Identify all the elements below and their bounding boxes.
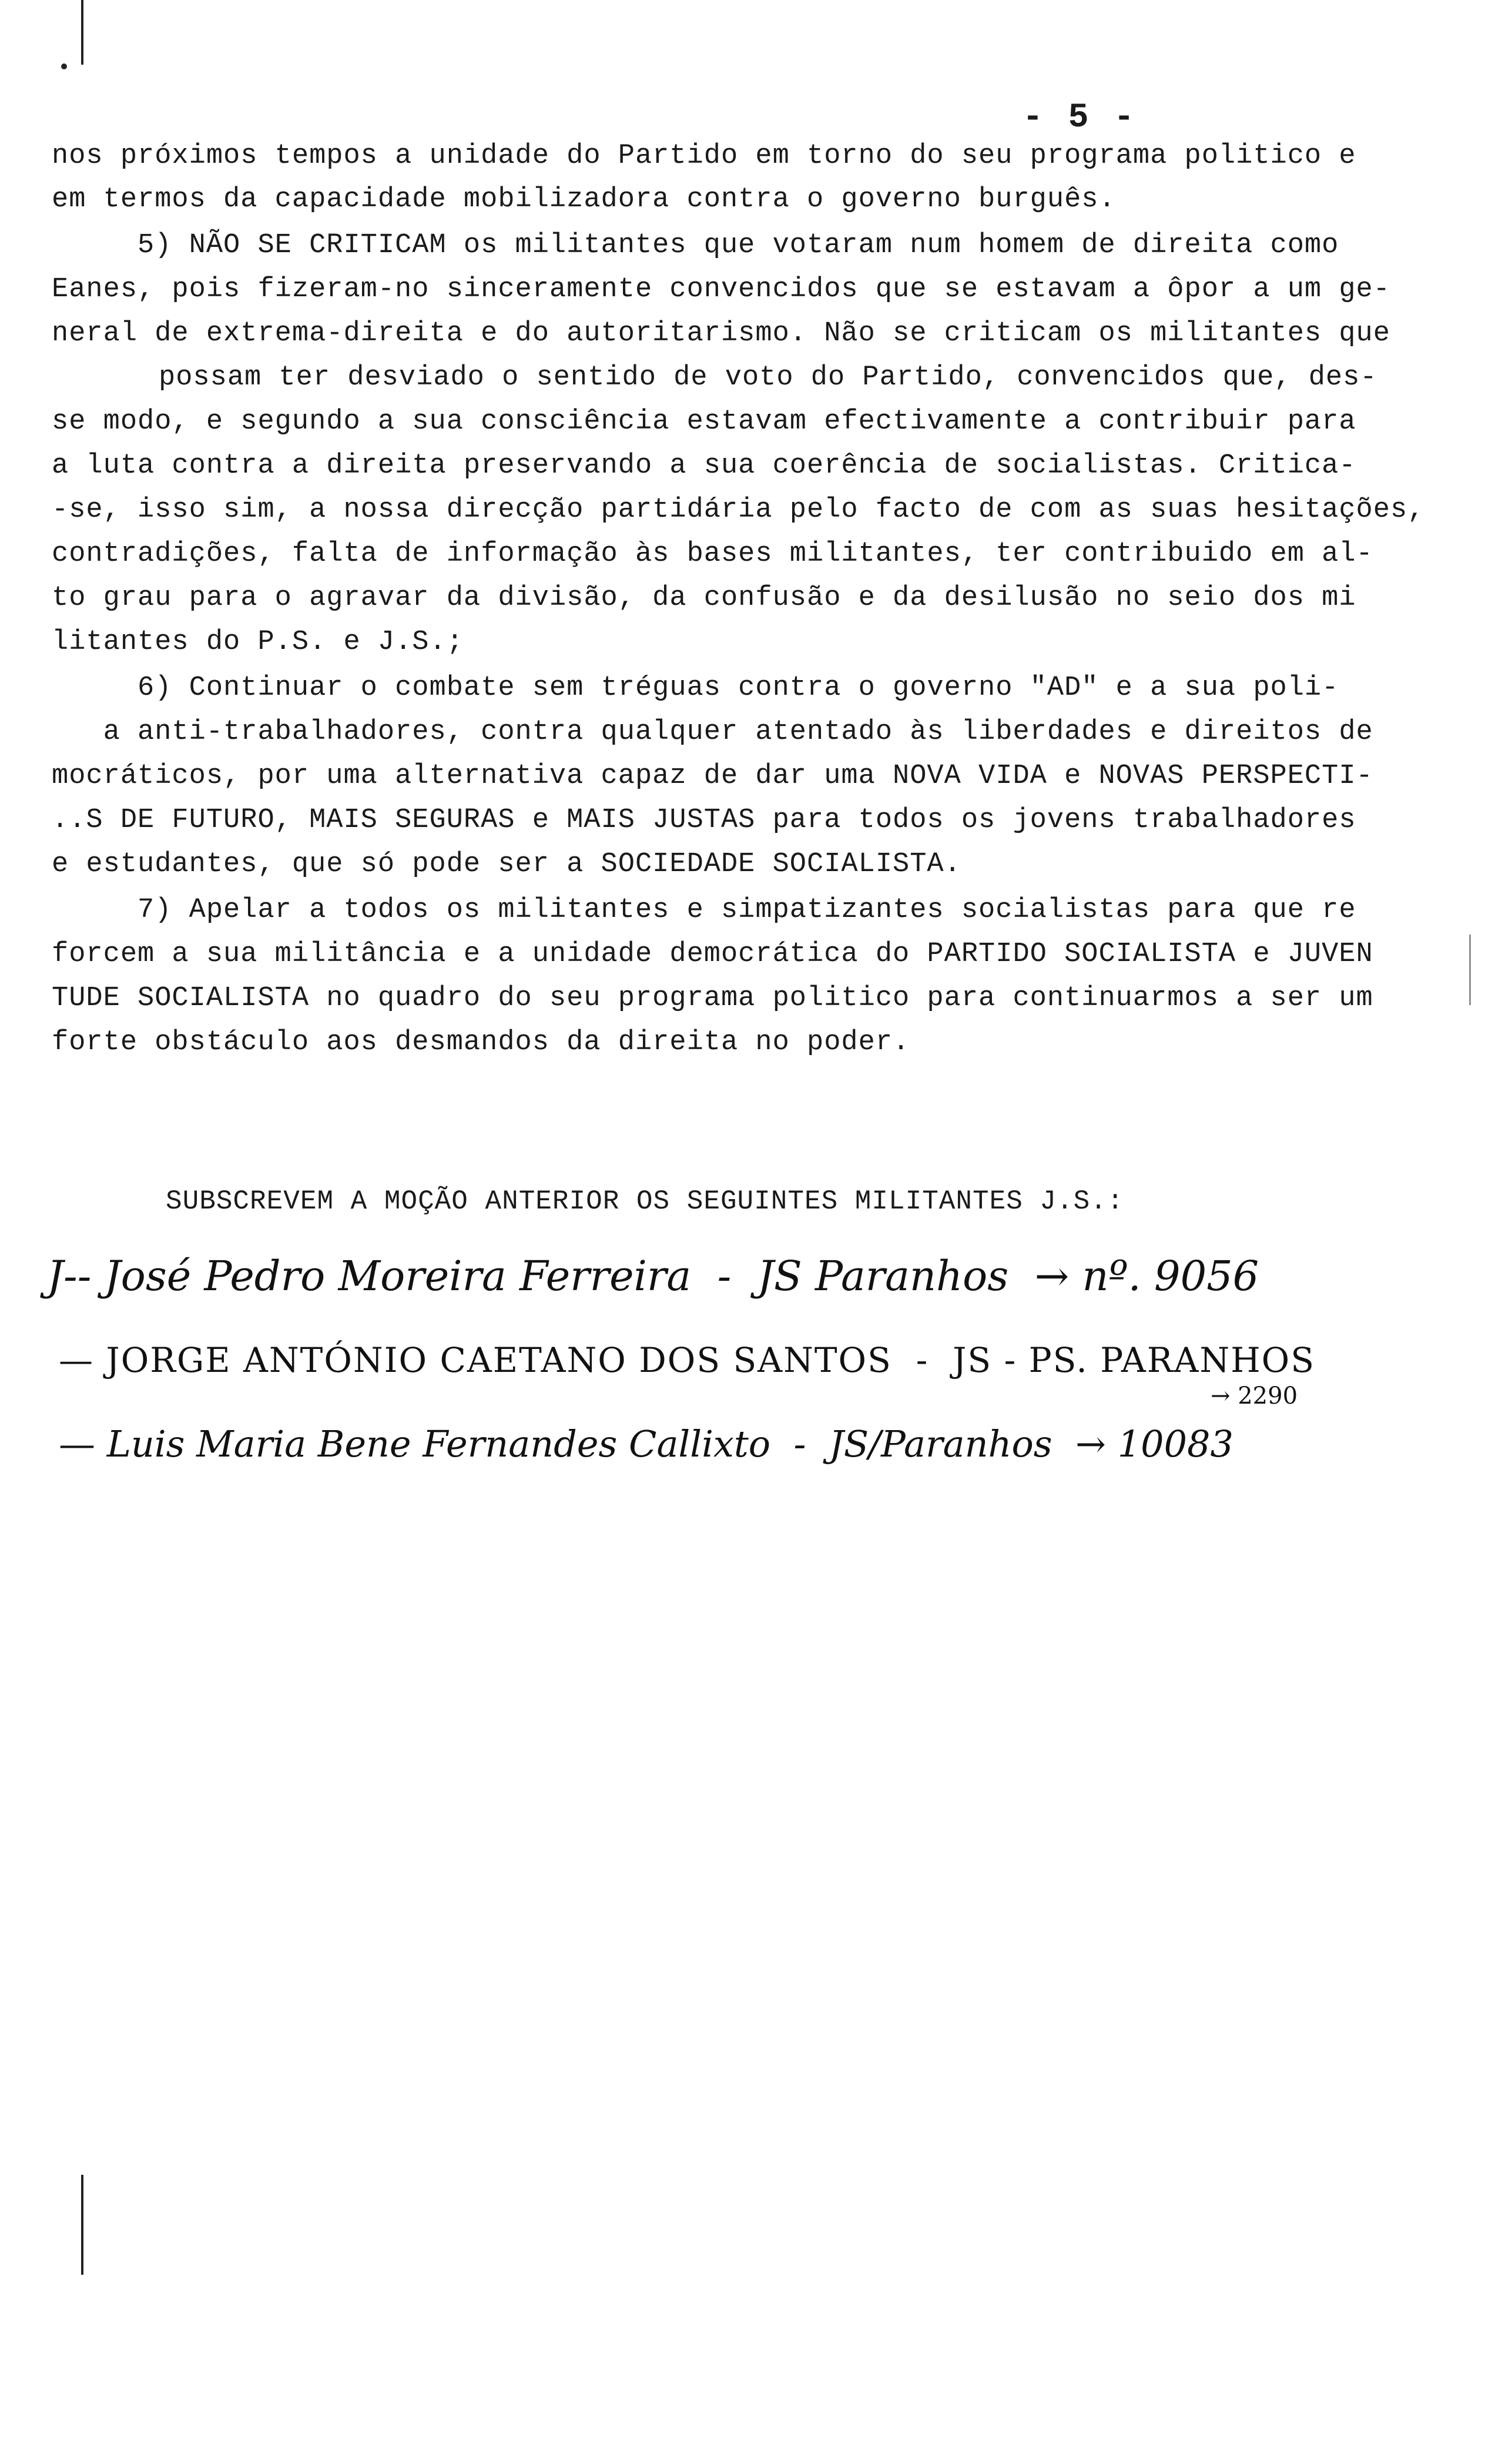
item-5-line: litantes do P.S. e J.S.; (52, 627, 464, 658)
signature-entry: — Luis Maria Bene Fernandes Callixto - JS/Paranhos → 10083 (59, 1422, 1233, 1465)
item-5-line: neral de extrema-direita e do autoritarismo. Não se criticam os militantes que (52, 318, 1390, 349)
margin-line (81, 0, 83, 65)
paragraph-line: nos próximos tempos a unidade do Partido em torno do seu programa politico e (52, 140, 1356, 172)
item-7-line: forcem a sua militância e a unidade democrática do PARTIDO SOCIALISTA e JUVEN (52, 939, 1373, 970)
item-5-line: se modo, e segundo a sua consciência estavam efectivamente a contribuir para (52, 406, 1356, 437)
item-5-line: to grau para o agravar da divisão, da confusão e da desilusão no seio dos mi (52, 582, 1356, 614)
item-7-line: forte obstáculo aos desmandos da direita no poder. (52, 1027, 910, 1058)
page-number: - 5 - (1023, 99, 1137, 137)
signature-entry: — JORGE ANTÓNIO CAETANO DOS SANTOS - JS - PS. PARANHOS (59, 1340, 1315, 1380)
signature-entry: → 2290 (1211, 1382, 1298, 1410)
paragraph-line: em termos da capacidade mobilizadora contra o governo burguês. (52, 184, 1116, 215)
subscribers-heading: SUBSCREVEM A MOÇÃO ANTERIOR OS SEGUINTES MILITANTES J.S.: (166, 1186, 1124, 1217)
item-6-line: mocráticos, por uma alternativa capaz de dar uma NOVA VIDA e NOVAS PERSPECTI- (52, 761, 1373, 792)
margin-line (81, 2175, 83, 2275)
item-7-line: 7) Apelar a todos os militantes e simpatizantes socialistas para que re (52, 895, 1356, 926)
item-6-line: ..S DE FUTURO, MAIS SEGURAS e MAIS JUSTAS para todos os jovens trabalhadores (52, 805, 1356, 836)
item-5-line: 5) NÃO SE CRITICAM os militantes que votaram num homem de direita como (52, 230, 1339, 261)
item-6-line: a anti-trabalhadores, contra qualquer atentado às liberdades e direitos de (52, 717, 1373, 748)
signature-entry: J-- José Pedro Moreira Ferreira - JS Paranhos → nº. 9056 (47, 1252, 1259, 1300)
item-6-line: 6) Continuar o combate sem tréguas contra o governo "AD" e a sua poli- (52, 672, 1339, 704)
item-5-line: contradições, falta de informação às bases militantes, ter contribuido em al- (52, 538, 1373, 570)
item-6-line: e estudantes, que só pode ser a SOCIEDADE SOCIALISTA. (52, 849, 961, 880)
scan-dot (61, 63, 67, 69)
margin-line (1469, 935, 1471, 1005)
item-5-line: Eanes, pois fizeram-no sinceramente convencidos que se estavam a ôpor a um ge- (52, 274, 1390, 305)
item-5-line: -se, isso sim, a nossa direcção partidária pelo facto de com as suas hesitações, (52, 494, 1425, 525)
item-5-line: possam ter desviado o sentido de voto do Partido, convencidos que, des- (159, 362, 1377, 393)
item-7-line: TUDE SOCIALISTA no quadro do seu programa politico para continuarmos a ser um (52, 983, 1373, 1014)
item-5-line: a luta contra a direita preservando a sua coerência de socialistas. Critica- (52, 450, 1356, 481)
